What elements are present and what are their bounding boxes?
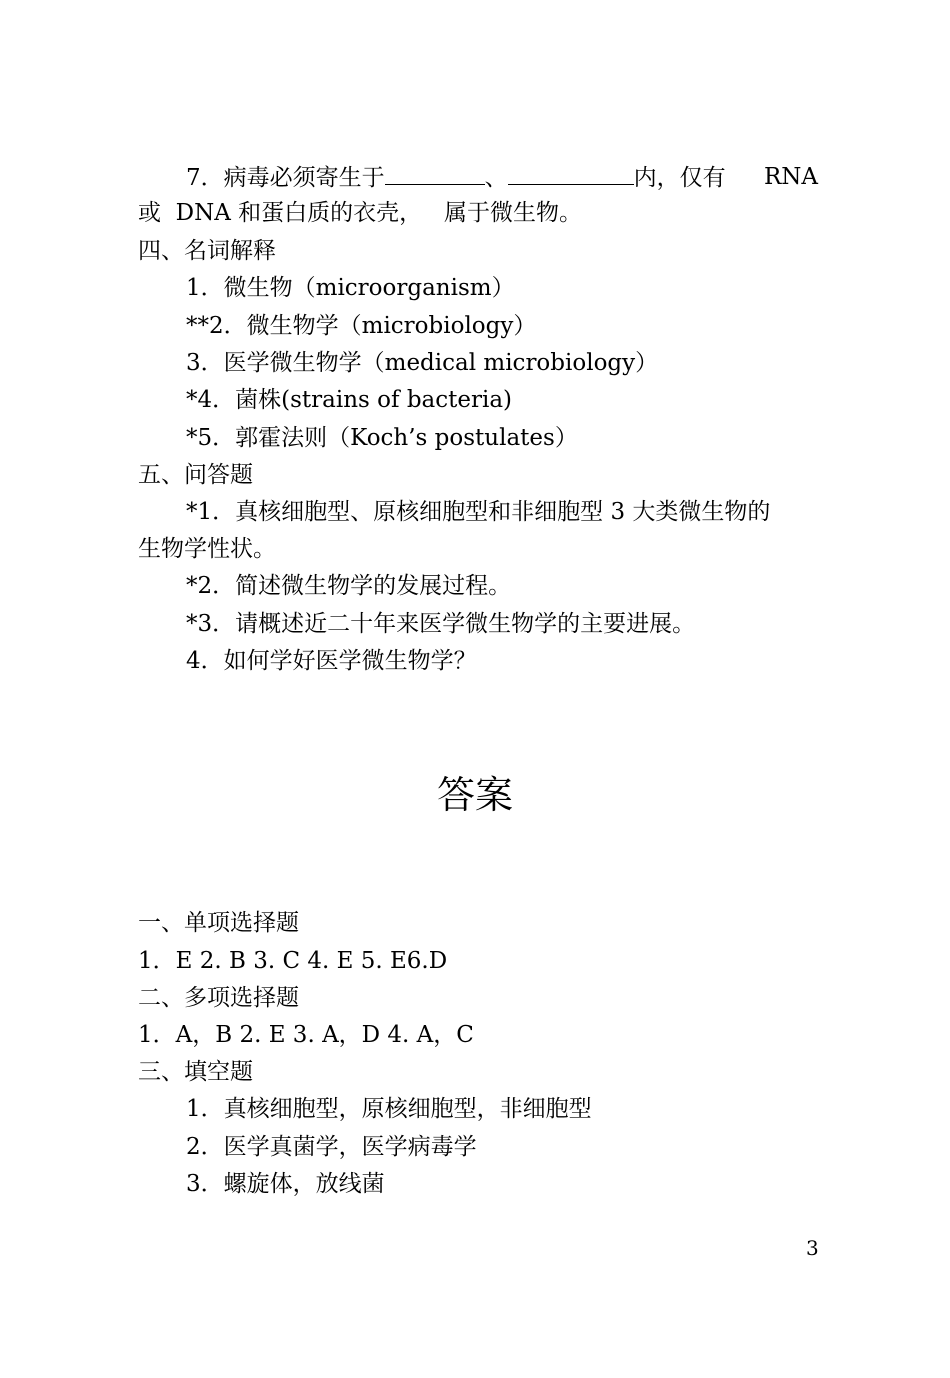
term-item: 3．医学微生物学（medical microbiology）	[186, 350, 659, 376]
qa-item-4: 4．如何学好医学微生物学？	[186, 648, 477, 674]
question-7-number: 7．	[186, 165, 224, 191]
blank-1	[385, 162, 485, 185]
section-heading-terms: 四、名词解释	[138, 238, 276, 264]
page-number: 3	[806, 1236, 819, 1260]
question-7-text-part2: 内，仅有	[633, 165, 726, 191]
answers-title: 答案	[436, 773, 513, 817]
answers-multi-choice: 1．A，B 2. E 3. A，D 4. A，C	[138, 1022, 474, 1048]
question-7-text-part3: RNA	[763, 164, 818, 190]
answers-fill-blank-item: 3．螺旋体，放线菌	[186, 1171, 385, 1197]
qa-item-2: *2．简述微生物学的发展过程。	[186, 573, 512, 599]
question-7-line-1	[186, 162, 866, 193]
qa-item-1-line-2: 生物学性状。	[138, 536, 276, 562]
term-item: *5．郭霍法则（Koch’s postulates）	[186, 425, 578, 451]
qa-item-1-line-1: *1．真核细胞型、原核细胞型和非细胞型 3 大类微生物的	[186, 499, 771, 525]
term-item: **2．微生物学（microbiology）	[186, 313, 537, 339]
question-7-line-2: 或 DNA 和蛋白质的衣壳， 属于微生物。	[138, 200, 583, 226]
answers-fill-blank-item: 1．真核细胞型，原核细胞型，非细胞型	[186, 1096, 592, 1122]
question-7-separator: 、	[484, 165, 508, 191]
answers-fill-blank-item: 2．医学真菌学，医学病毒学	[186, 1134, 477, 1160]
question-7-text-part1: 病毒必须寄生于	[223, 165, 385, 191]
qa-item-3: *3．请概述近二十年来医学微生物学的主要进展。	[186, 611, 696, 637]
section-heading-qa: 五、问答题	[138, 462, 253, 488]
answers-heading-fill-blank: 三、填空题	[138, 1059, 253, 1085]
blank-2	[508, 162, 634, 185]
answers-single-choice: 1．E 2. B 3. C 4. E 5. E6.D	[138, 948, 448, 974]
answers-heading-multi-choice: 二、多项选择题	[138, 985, 299, 1011]
term-item: 1．微生物（microorganism）	[186, 275, 515, 301]
term-item: *4．菌株(strains of bacteria)	[186, 387, 513, 413]
answers-heading-single-choice: 一、单项选择题	[138, 910, 299, 936]
